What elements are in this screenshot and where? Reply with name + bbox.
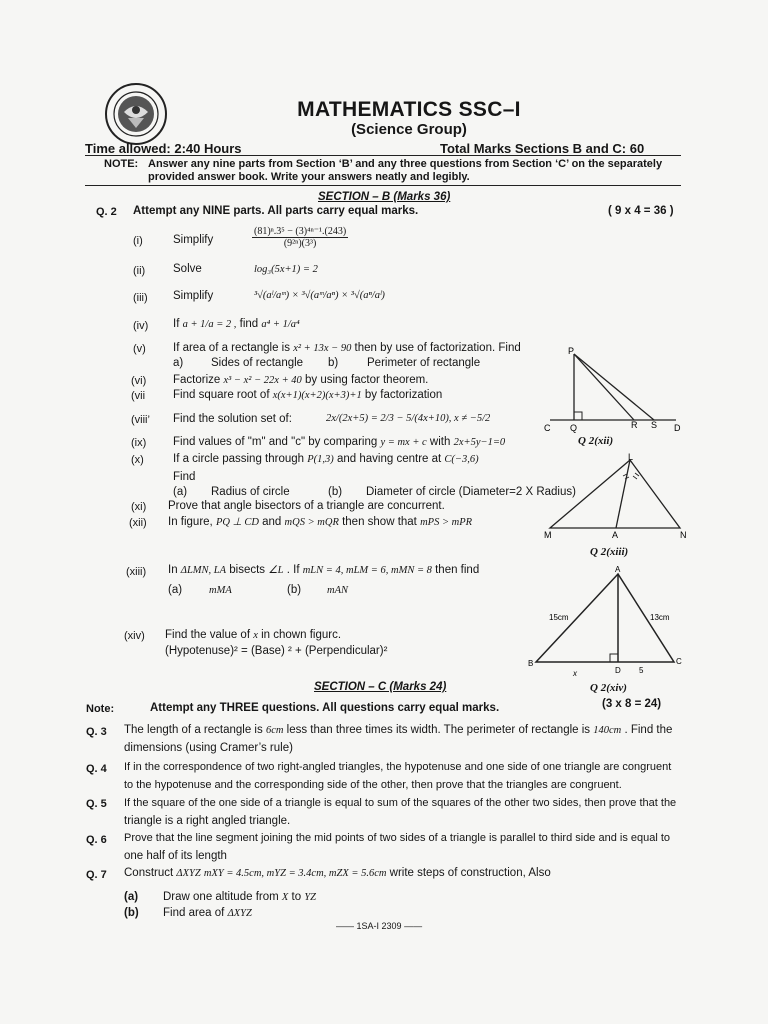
footer-dash-left: —— [336,921,354,931]
point-b-label: B [528,659,534,668]
q6-number: Q. 6 [86,834,107,846]
part-iv-text-a: If [173,318,180,330]
part-x-b-text: Diameter of circle (Diameter=2 X Radius) [366,486,576,498]
part-i-verb: Simplify [173,234,214,246]
q3-expr-b: 140cm [593,725,622,736]
q7-text-a: Construct [124,867,174,879]
part-xiii-b-label: (b) [287,584,302,596]
figure-q2-xiii [540,452,690,544]
part-vi-line [173,374,428,386]
part-ix-text-a: Find values of "m" and "c" by comparing [173,436,378,448]
q6-line2: one half of its length [124,850,227,862]
footer-code-text: 1SA-I 2309 [356,921,402,931]
q3-number: Q. 3 [86,726,107,738]
part-xiii-a-label: (a) [168,584,183,596]
part-i-denominator: (9²ⁿ)(3³) [283,238,317,249]
part-xiv-line [165,629,341,641]
part-v-a-label: a) [173,357,184,369]
part-ii-expression: log₃(5x+1) = 2 [254,264,318,275]
segment-dc-label: 5 [639,666,644,675]
side-ac-label: 13cm [650,613,670,622]
part-xii-text-b: and [262,516,282,528]
part-ii-verb: Solve [173,263,202,275]
q7-text-b: write steps of construction, Also [389,867,551,879]
part-ix-expr-a: y = mx + c [380,437,427,448]
paper-subtitle: (Science Group) [351,121,467,138]
triangle-lmn [550,460,680,528]
q7-expr-a: ΔXYZ [176,868,201,879]
part-xii-expr-a: PQ ⊥ CD [215,517,259,528]
part-xii-text-c: then show that [342,516,417,528]
part-v-num: (v) [133,343,146,355]
part-v-b-text: Perimeter of rectangle [367,357,481,369]
part-xiv-expr: x [253,630,258,641]
q2-instruction: Attempt any NINE parts. All parts carry equal marks. [133,205,419,217]
figure-q2-xii-caption: Q 2(xii) [578,435,614,447]
section-b-heading: SECTION – B (Marks 36) [318,191,451,203]
part-iv-text-b: find [239,318,259,330]
part-iv-line [173,318,300,330]
q5-line2: triangle is a right angled triangle. [124,815,291,827]
part-x-text-b: and having centre at [337,453,442,465]
part-xiii-expr-a: ΔLMN, LA [180,565,227,576]
section-c-note-label: Note: [86,703,115,715]
part-iv-expr-b: a⁴ + 1/a⁴ [261,319,300,330]
part-v-a-text: Sides of rectangle [211,357,304,369]
q7-a-line [163,891,316,903]
part-ix-num: (ix) [131,437,147,449]
point-n-label: N [680,530,687,540]
part-x-expr-b: C(−3,6) [444,454,479,465]
q7-a-expr-a: X [281,892,289,903]
part-xiii-expr-c: mLN = 4, mLM = 6, mMN = 8 [302,565,432,576]
q3-text-c: . Find the [624,724,673,736]
segment-bd-label: x [573,669,577,678]
footer-code [336,921,422,931]
part-i-num: (i) [133,235,143,247]
point-a-label: A [612,530,619,540]
part-x-expr-a: P(1,3) [307,454,334,465]
part-iii-expression: ³√(aˡ/aᵐ) × ³√(aᵐ/aⁿ) × ³√(aⁿ/aˡ) [254,290,385,301]
part-vi-text-b: by using factor theorem. [305,374,429,386]
part-xii-text-a: In figure, [168,516,213,528]
part-xiii-num: (xiii) [126,566,147,578]
figure-q2-xii [536,344,686,436]
q7-b-text: Find area of [163,907,225,919]
note-text: Answer any nine parts from Section ‘B’ and any three questions from Section ‘C’ on the separately provided answer book. Write your answers neatly and legibly. [148,158,663,183]
time-allowed: Time allowed: 2:40 Hours [85,141,242,156]
q3-text-a: The length of a rectangle is [124,724,263,736]
footer-dash-right: —— [404,921,423,931]
point-c-label-xiv: C [676,657,682,666]
part-v-text-b: then by use of factorization. Find [354,342,521,354]
part-ii-num: (ii) [133,265,146,277]
part-i-expression [252,226,348,249]
figure-q2-xiii-caption: Q 2(xiii) [590,546,629,558]
part-viii-text: Find the solution set of: [173,413,292,425]
part-vii-text-a: Find square root of [173,389,270,401]
part-iii-verb: Simplify [173,290,214,302]
part-xiv-text-a: Find the value of [165,629,251,641]
q4-number: Q. 4 [86,763,107,775]
part-ix-expr-b: 2x+5y−1=0 [453,437,506,448]
part-xiv-num: (xiv) [124,630,145,642]
section-c-marks: (3 x 8 = 24) [602,698,662,710]
part-vi-num: (vi) [131,375,147,387]
q7-line1 [124,867,551,879]
part-xii-line [168,516,472,528]
line-ps [574,354,654,420]
point-m-label: M [544,530,552,540]
note-label: NOTE: [104,158,139,170]
q4-line2: to the hypotenuse and the corresponding side of the other, then prove that the triangles are congruent. [124,779,622,791]
part-vii-num: (vii [131,390,146,402]
part-x-find: Find [173,471,196,483]
part-vii-line [173,389,442,401]
q6-line1: Prove that the line segment joining the mid points of two sides of a triangle is parallel to third side and is equal to [124,832,671,844]
q2-marks: ( 9 x 4 = 36 ) [608,205,674,217]
point-p-label: P [568,346,575,356]
right-angle-mark [574,412,582,420]
point-a-label-xiv: A [615,565,621,574]
part-x-a-text: Radius of circle [211,486,290,498]
part-x-num: (x) [131,454,144,466]
section-c-heading: SECTION – C (Marks 24) [314,681,447,693]
q4-line1: If in the correspondence of two right-angled triangles, the hypotenuse and one side of one triangle are congruent [124,761,672,773]
part-vi-expr: x³ − x² − 22x + 40 [223,375,302,386]
part-iii-num: (iii) [133,292,148,304]
q7-b-expr: ΔXYZ [227,908,252,919]
part-x-line [173,453,479,465]
part-ix-line [173,436,505,448]
q2-number: Q. 2 [96,206,117,218]
q7-a-expr-b: YZ [304,892,317,903]
part-xi-text: Prove that angle bisectors of a triangle are concurrent. [168,500,445,512]
part-v-expr: x² + 13x − 90 [293,343,352,354]
q3-text-b: less than three times its width. The perimeter of rectangle is [286,724,591,736]
part-v-b-label: b) [328,357,339,369]
part-xiii-text-b: bisects [229,564,266,576]
part-xiii-line [168,564,479,576]
q5-number: Q. 5 [86,798,107,810]
q3-expr-a: 6cm [265,725,284,736]
point-c-label: C [544,423,551,433]
total-marks: Total Marks Sections B and C: 60 [440,141,645,156]
section-c-instruction: Attempt any THREE questions. All questions carry equal marks. [150,702,500,714]
part-xiii-b-expr: mAN [327,585,348,596]
q7-expr-b: mXY = 4.5cm, mYZ = 3.4cm, mZX = 5.6cm [203,868,387,879]
part-xii-expr-b: mQS > mQR [284,517,339,528]
part-iv-num: (iv) [133,320,149,332]
part-vi-text-a: Factorize [173,374,221,386]
figure-q2-xiv [524,562,690,678]
point-s-label: S [651,420,658,430]
part-v-line [173,342,521,354]
part-v-text-a: If area of a rectangle is [173,342,290,354]
part-xii-num: (xii) [129,517,147,529]
part-xii-expr-c: mPS > mPR [420,517,473,528]
q5-line1: If the square of the one side of a triangle is equal to sum of the squares of the other two sides, then prove that the [124,797,677,809]
figure-q2-xiv-caption: Q 2(xiv) [590,682,627,694]
part-x-text-a: If a circle passing through [173,453,305,465]
right-angle-mark-d [610,654,618,662]
line-pr [574,354,634,420]
part-viii-expression: 2x/(2x+5) = 2/3 − 5/(4x+10), x ≠ −5/2 [326,413,491,424]
part-ix-text-b: with [429,436,451,448]
part-vii-expr: x(x+1)(x+2)(x+3)+1 [272,390,362,401]
point-q-label: Q [570,423,578,433]
q3-line2: dimensions (using Cramer’s rule) [124,742,293,754]
part-i-numerator: (81)ⁿ.3⁵ − (3)⁴ⁿ⁻¹.(243) [254,226,347,237]
part-iv-expr-a: a + 1/a = 2 , [182,319,237,330]
part-xiii-text-c: . If [286,564,300,576]
part-xiii-expr-b: ∠L [268,565,284,576]
part-xiv-text-b: in chown figurc. [261,629,342,641]
part-x-a-label: (a) [173,486,188,498]
part-xi-num: (xi) [131,501,147,513]
part-xiii-a-expr: mMA [209,585,232,596]
part-xiii-text-d: then find [435,564,480,576]
note-rule [85,185,681,186]
q3-line1 [124,724,672,736]
point-d-label-xiv: D [615,666,621,675]
q7-a-text-a: Draw one altitude from [163,891,279,903]
q7-b-line [163,907,252,919]
q7-b-label: (b) [124,907,139,919]
part-viii-num: (viii’ [131,414,150,426]
point-l-label: L [628,452,634,462]
header-rule [85,155,681,156]
part-xiv-line2: (Hypotenuse)² = (Base) ² + (Perpendicular)² [165,645,388,657]
q7-a-label: (a) [124,891,139,903]
point-r-label: R [631,420,638,430]
part-vii-text-b: by factorization [364,389,443,401]
q7-number: Q. 7 [86,869,107,881]
paper-title: MATHEMATICS SSC–I [297,98,521,121]
bisector-marks [623,473,639,479]
part-x-b-label: (b) [328,486,343,498]
side-ab-label: 15cm [549,613,569,622]
point-d-label: D [674,423,681,433]
part-xiii-text-a: In [168,564,178,576]
q7-a-text-b: to [291,891,302,903]
